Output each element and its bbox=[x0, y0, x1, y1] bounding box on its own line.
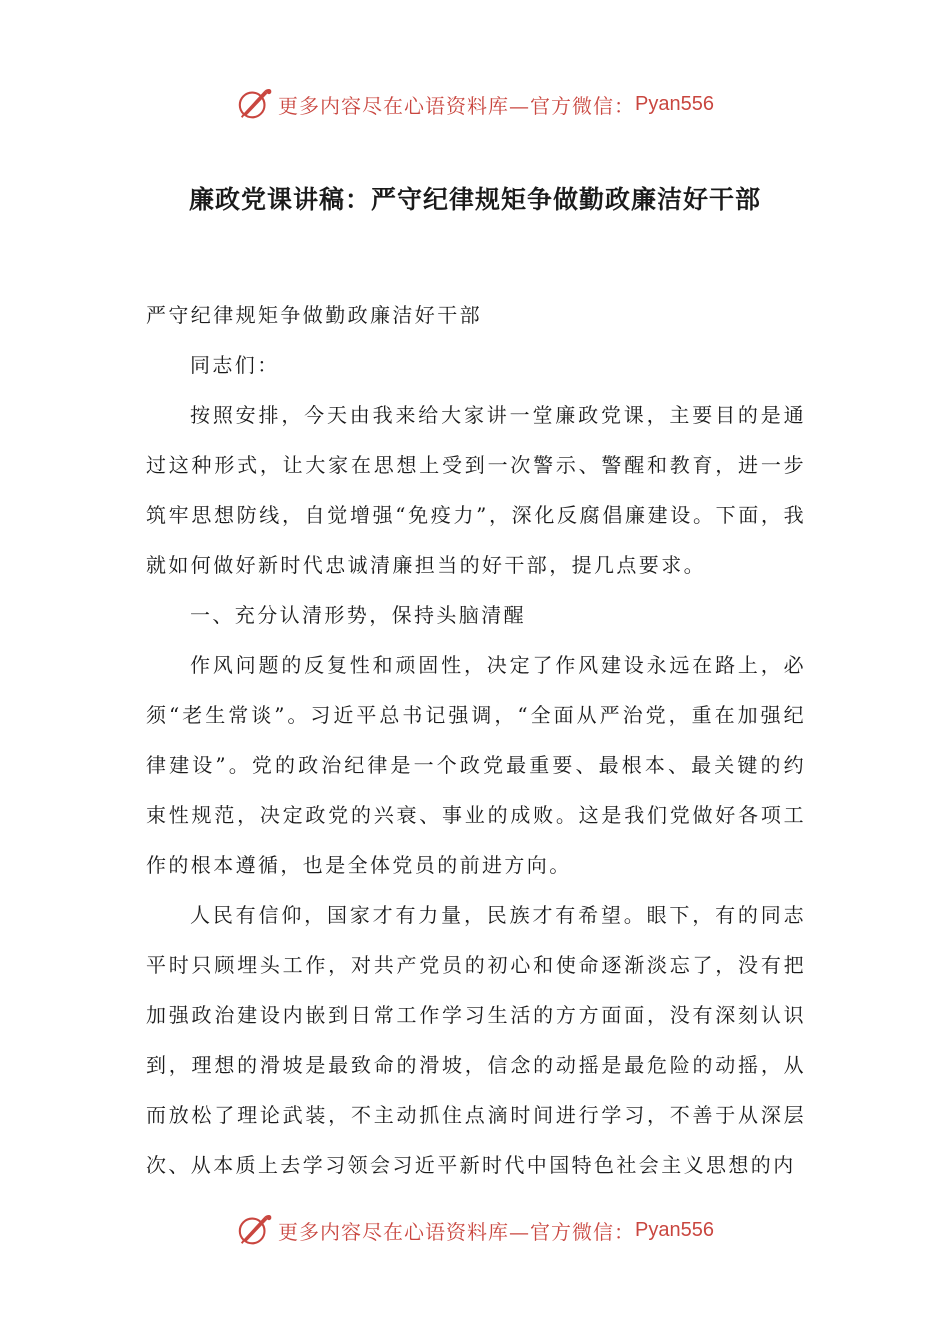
body-paragraph: 人民有信仰，国家才有力量，民族才有希望。眼下，有的同志平时只顾埋头工作，对共产党员的初心和使命逐渐淡忘了，没有把加强政治建设内嵌到日常工作学习生活的方方面面，没有深刻认识到，理想的滑坡是最致命的滑坡，信念的动摇是最危险的动摇，从而放松了理论武装，不主动抓住点滴时间进行学习，不善于从深层次、从本质上去学习领会习近平新时代中国特色社会主义思想的内 bbox=[146, 903, 806, 1177]
section-heading: 一、充分认清形势，保持头脑清醒 bbox=[190, 603, 526, 627]
footer-watermark bbox=[0, 1208, 950, 1252]
document-title: 廉政党课讲稿：严守纪律规矩争做勤政廉洁好干部 bbox=[188, 185, 761, 214]
salutation: 同志们： bbox=[190, 353, 280, 377]
document-subtitle: 严守纪律规矩争做勤政廉洁好干部 bbox=[146, 303, 482, 327]
watermark-wechat-id: Pyan556 bbox=[635, 1218, 714, 1241]
watermark-text: 更多内容尽在心语资料库—官方微信： bbox=[278, 1219, 636, 1244]
header-watermark bbox=[0, 82, 950, 126]
body-paragraph: 作风问题的反复性和顽固性，决定了作风建设永远在路上，必须“老生常谈”。习近平总书记强调，“全面从严治党，重在加强纪律建设”。党的政治纪律是一个政党最重要、最根本、最关键的约束性规范，决定政党的兴衰、事业的成败。这是我们党做好各项工作的根本遵循，也是全体党员的前进方向。 bbox=[146, 653, 806, 877]
body-paragraph: 按照安排，今天由我来给大家讲一堂廉政党课，主要目的是通过这种形式，让大家在思想上受到一次警示、警醒和教育，进一步筑牢思想防线，自觉增强“免疫力”，深化反腐倡廉建设。下面，我就如何做好新时代忠诚清廉担当的好干部，提几点要求。 bbox=[146, 403, 806, 577]
document-body bbox=[146, 290, 806, 1190]
watermark-text: 更多内容尽在心语资料库—官方微信： bbox=[278, 93, 636, 118]
quill-pen-logo-icon bbox=[236, 85, 274, 123]
quill-pen-logo-icon bbox=[236, 1211, 274, 1249]
watermark-wechat-id: Pyan556 bbox=[635, 92, 714, 115]
